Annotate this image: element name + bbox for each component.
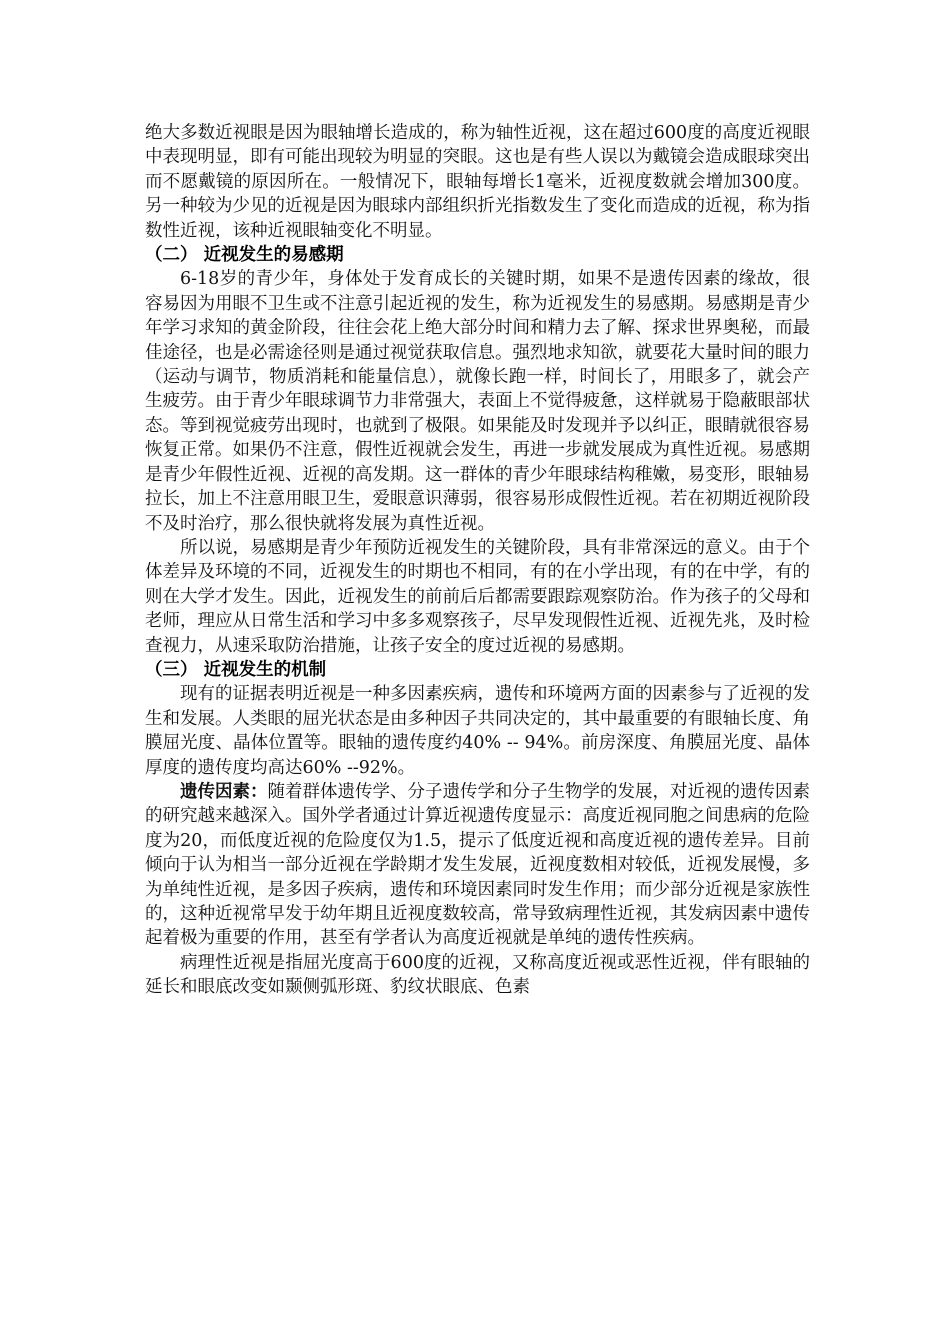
paragraph-prevention: 所以说，易感期是青少年预防近视发生的关键阶段，具有非常深远的意义。由于个体差异及环境的不同，近视发生的时期也不相同，有的在小学出现，有的在中学，有的则在大学才发生。因此，近视发生的前前后后都需要跟踪观察防治。作为孩子的父母和老师，理应从日常生活和学习中多多观察孩子，尽早发现假性近视、近视先兆，及时检查视力，从速采取防治措施，让孩子安全的度过近视的易感期。 [145, 537, 810, 656]
genetic-factors-text: 随着群体遗传学、分子遗传学和分子生物学的发展，对近视的遗传因素的研究越来越深入。国外学者通过计算近视遗传度显示：高度近视同胞之间患病的危险度为20，而低度近视的危险度仅为1.5，提示了低度近视和高度近视的遗传差异。目前倾向于认为相当一部分近视在学龄期才发生发展，近视度数相对较低，近视发展慢，多为单纯性近视，是多因子疾病，遗传和环境因素同时发生作用；而少部分近视是家族性的，这种近视常早发于幼年期且近视度数较高，常导致病理性近视，其发病因素中遗传起着极为重要的作用，甚至有学者认为高度近视就是单纯的遗传性疾病。 [145, 781, 810, 949]
section-heading-susceptible-period: （二） 近视发生的易感期 [145, 245, 344, 266]
section-heading-mechanism: （三） 近视发生的机制 [145, 659, 327, 680]
paragraph-axial-myopia: 绝大多数近视眼是因为眼轴增长造成的，称为轴性近视，这在超过600度的高度近视眼中表现明显，即有可能出现较为明显的突眼。这也是有些人误以为戴镜会造成眼球突出而不愿戴镜的原因所在。一般情况下，眼轴每增长1毫米，近视度数就会增加300度。另一种较为少见的近视是因为眼球内部组织折光指数发生了变化而造成的近视，称为指数性近视，该种近视眼轴变化不明显。 [145, 123, 810, 241]
genetic-factors-label: 遗传因素： [180, 781, 268, 802]
document-page [145, 121, 810, 1000]
paragraph-genetic-factors [145, 780, 810, 951]
paragraph-mechanism: 现有的证据表明近视是一种多因素疾病，遗传和环境两方面的因素参与了近视的发生和发展。人类眼的屈光状态是由多种因子共同决定的，其中最重要的有眼轴长度、角膜屈光度、晶体位置等。眼轴的遗传度约40% -- 94%。前房深度、角膜屈光度、晶体厚度的遗传度均高达60% --92%。 [145, 684, 810, 778]
paragraph-susceptible-period: 6-18岁的青少年，身体处于发育成长的关键时期，如果不是遗传因素的缘故，很容易因为用眼不卫生或不注意引起近视的发生，称为近视发生的易感期。易感期是青少年学习求知的黄金阶段，往往会花上绝大部分时间和精力去了解、探求世界奥秘，而最佳途径，也是必需途径则是通过视觉获取信息。强烈地求知欲，就要花大量时间的眼力（运动与调节，物质消耗和能量信息），就像长跑一样，时间长了，用眼多了，就会产生疲劳。由于青少年眼球调节力非常强大，表面上不觉得疲惫，这样就易于隐蔽眼部状态。等到视觉疲劳出现时，也就到了极限。如果能及时发现并予以纠正，眼睛就很容易恢复正常。如果仍不注意，假性近视就会发生，再进一步就发展成为真性近视。易感期是青少年假性近视、近视的高发期。这一群体的青少年眼球结构稚嫩，易变形，眼轴易拉长，加上不注意用眼卫生，爱眼意识薄弱，很容易形成假性近视。若在初期近视阶段不及时治疗，那么很快就将发展为真性近视。 [145, 269, 810, 534]
paragraph-pathological-myopia: 病理性近视是指屈光度高于600度的近视，又称高度近视或恶性近视，伴有眼轴的延长和眼底改变如颞侧弧形斑、豹纹状眼底、色素 [145, 952, 810, 998]
